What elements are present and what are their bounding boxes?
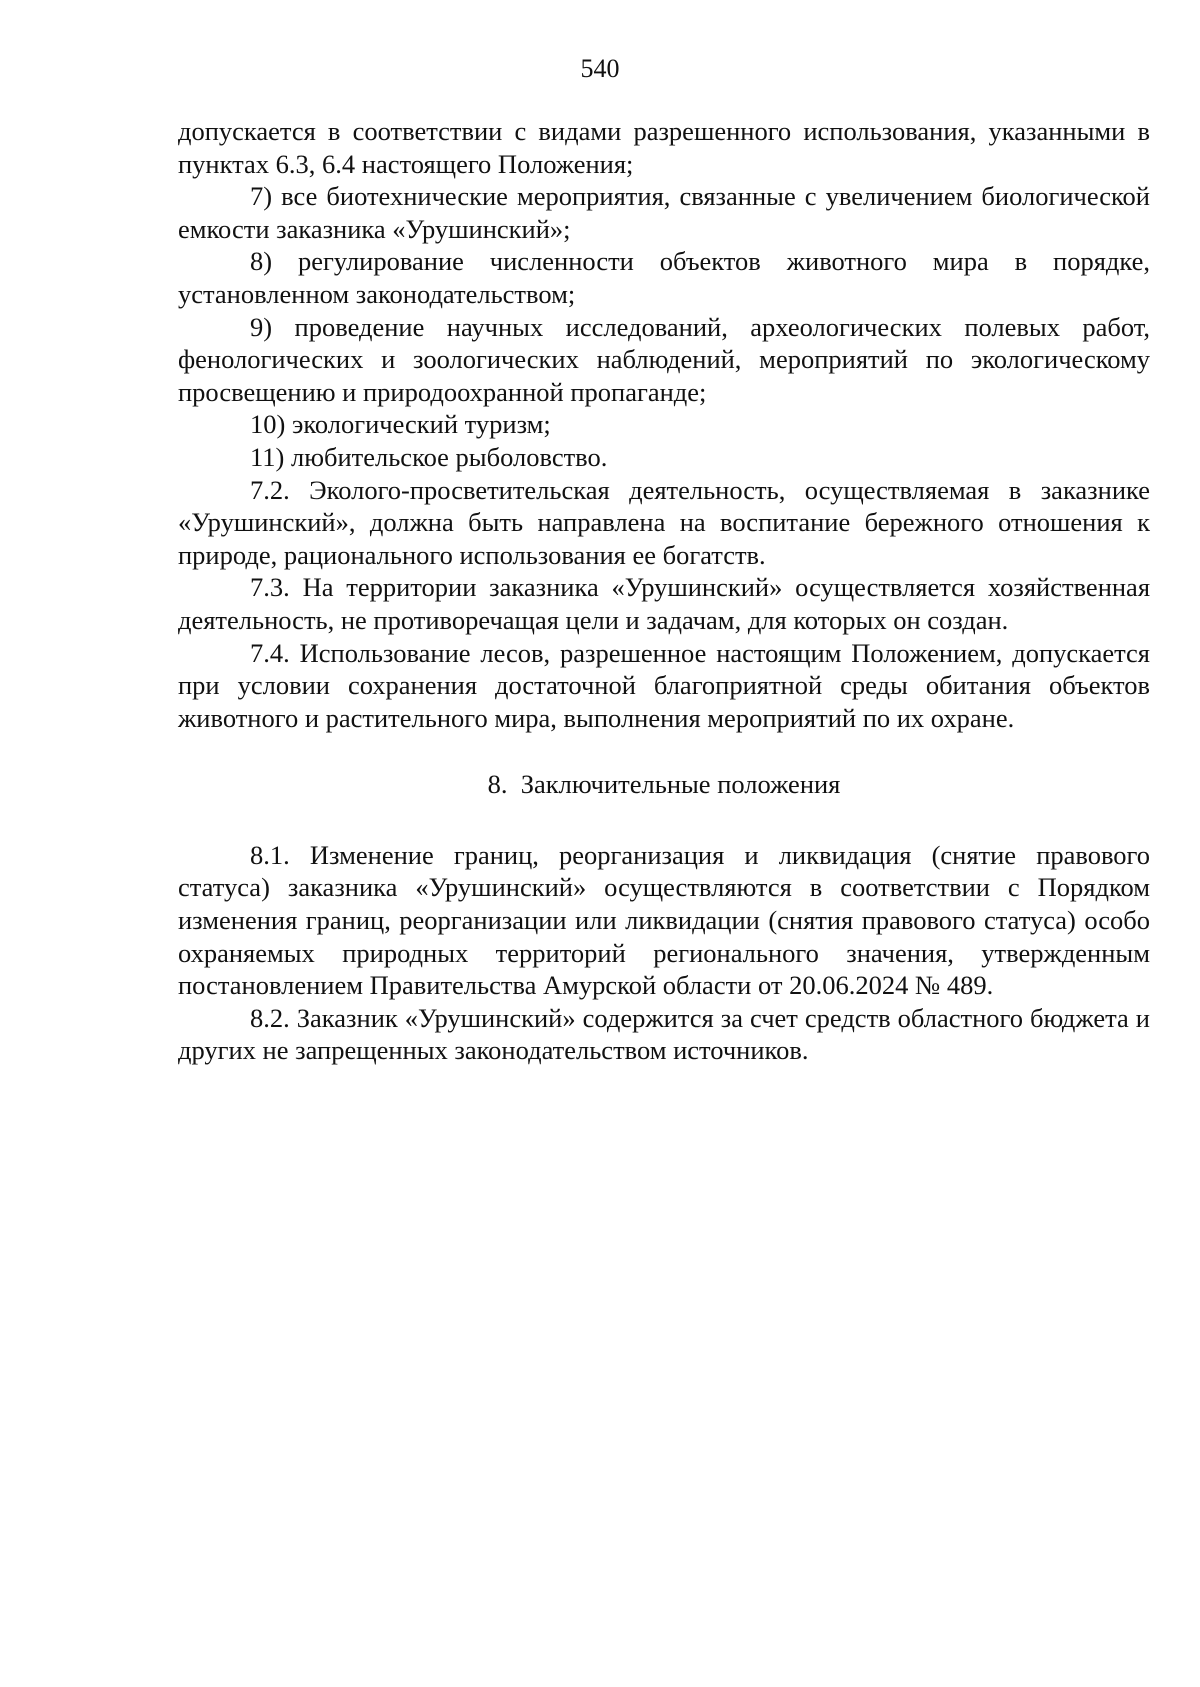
clause-8-1 <box>178 839 1150 1002</box>
clause-number: 7.4. <box>250 637 290 668</box>
clause-8-2 <box>178 1002 1150 1067</box>
clause-number: 8.2. <box>250 1002 290 1033</box>
item-number: 8) <box>250 246 273 277</box>
item-number: 11) <box>250 441 285 472</box>
clause-number: 7.2. <box>250 474 290 505</box>
list-item-10 <box>178 408 1150 441</box>
clause-7-3 <box>178 571 1150 636</box>
item-text: любительское рыболовство. <box>290 441 608 472</box>
paragraph-text: допускается в соответствии с видами разрешенного использования, указанными в пунктах 6.3, 6.4 настоящего Положения; <box>178 116 1150 179</box>
page-number: 540 <box>580 54 620 83</box>
clause-text: Использование лесов, разрешенное настоящим Положением, допускается при условии сохранения достаточной благоприятной среды обитания объектов животного и растительного мира, выполнения мероприятий по их охране. <box>178 637 1151 733</box>
clause-7-2 <box>178 474 1150 572</box>
list-item-7 <box>178 180 1150 245</box>
item-number: 9) <box>250 311 273 342</box>
document-body <box>178 115 1150 1067</box>
item-text: все биотехнические мероприятия, связанные с увеличением биологической емкости заказника «Урушинский»; <box>178 181 1150 244</box>
item-number: 7) <box>250 181 273 212</box>
paragraph-continuation <box>178 115 1150 180</box>
clause-number: 7.3. <box>250 572 290 603</box>
clause-text: Изменение границ, реорганизация и ликвидация (снятие правового статуса) заказника «Урушинский» осуществляются в соответствии с Порядком изменения границ, реорганизации или ликвидации (снятия правового статуса) особо охраняемых природных территорий регионального значения, утвержденным постановлением Правительства Амурской области от 20.06.2024 № 489. <box>178 839 1151 1001</box>
clause-7-4 <box>178 637 1150 735</box>
list-item-8 <box>178 245 1150 310</box>
item-text: регулирование численности объектов животного мира в порядке, установленном законодательством; <box>178 246 1151 309</box>
item-number: 10) <box>250 409 286 440</box>
clause-text: Эколого-просветительская деятельность, осуществляемая в заказнике «Урушинский», должна быть направлена на воспитание бережного отношения к природе, рационального использования ее богатств. <box>178 474 1150 570</box>
clause-number: 8.1. <box>250 839 290 870</box>
list-item-9 <box>178 311 1150 409</box>
item-text: проведение научных исследований, археологических полевых работ, фенологических и зоологических наблюдений, мероприятий по экологическому просвещению и природоохранной пропаганде; <box>178 311 1150 407</box>
item-text: экологический туризм; <box>291 409 551 440</box>
clause-text: Заказник «Урушинский» содержится за счет средств областного бюджета и других не запрещенных законодательством источников. <box>178 1002 1150 1066</box>
list-item-11 <box>178 441 1150 474</box>
section-heading: 8. Заключительные положения <box>487 769 841 800</box>
clause-text: На территории заказника «Урушинский» осуществляется хозяйственная деятельность, не противоречащая цели и задачам, для которых он создан. <box>178 572 1151 635</box>
